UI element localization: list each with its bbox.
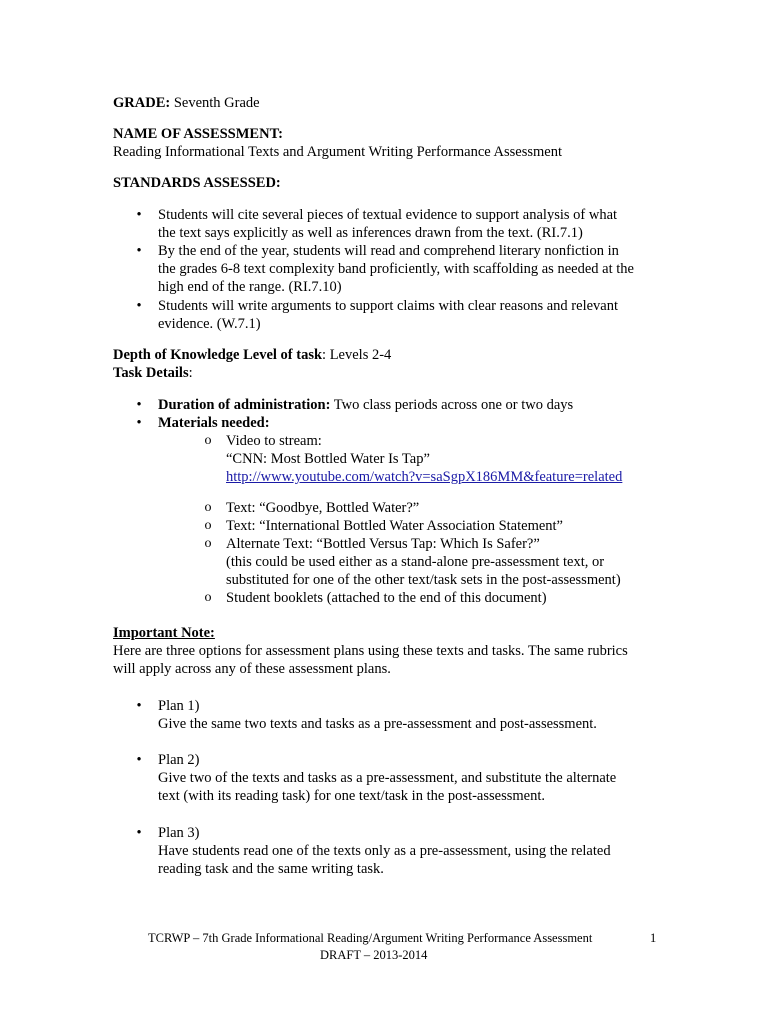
- plan-3-line-1: Have students read one of the texts only as a pre-assessment, using the related: [158, 843, 611, 859]
- grade-value: Seventh Grade: [170, 95, 260, 111]
- standards-label: STANDARDS ASSESSED:: [113, 175, 281, 191]
- plan-3-title: Plan 3): [158, 825, 200, 841]
- important-note-line-2: will apply across any of these assessment plans.: [113, 661, 391, 677]
- sub-bullet-icon: o: [204, 536, 212, 551]
- video-title: “CNN: Most Bottled Water Is Tap”: [226, 451, 430, 467]
- bullet-icon: •: [136, 825, 142, 841]
- dok-label: Depth of Knowledge Level of task: [113, 347, 323, 363]
- plan-1-line-1: Give the same two texts and tasks as a pre-assessment and post-assessment.: [158, 716, 597, 732]
- text-1: Text: “Goodbye, Bottled Water?”: [226, 500, 420, 516]
- bullet-icon: •: [136, 698, 142, 714]
- assessment-name-label: NAME OF ASSESSMENT:: [113, 126, 283, 142]
- bullet-icon: •: [136, 298, 142, 314]
- standard-2-line-2: the grades 6-8 text complexity band proficiently, with scaffolding as needed at the: [158, 261, 634, 277]
- plan-2-line-1: Give two of the texts and tasks as a pre-assessment, and substitute the alternate: [158, 770, 617, 786]
- materials-label: Materials needed:: [158, 415, 270, 431]
- sub-bullet-icon: o: [204, 590, 212, 605]
- alternate-text-note-1: (this could be used either as a stand-alone pre-assessment text, or: [226, 554, 605, 570]
- sub-bullet-icon: o: [204, 518, 212, 533]
- video-link[interactable]: http://www.youtube.com/watch?v=saSgpX186MM&feature=related: [226, 469, 623, 485]
- duration-line: [158, 396, 573, 414]
- bullet-icon: •: [136, 415, 142, 431]
- duration-label: Duration of administration:: [158, 397, 331, 413]
- standard-1-line-2: the text says explicitly as well as inferences drawn from the text. (RI.7.1): [158, 225, 583, 241]
- sub-bullet-icon: o: [204, 433, 212, 448]
- footer-title: TCRWP – 7th Grade Informational Reading/Argument Writing Performance Assessment: [148, 931, 593, 945]
- important-note-line-1: Here are three options for assessment plans using these texts and tasks. The same rubrics: [113, 643, 628, 659]
- standard-1-line-1: Students will cite several pieces of textual evidence to support analysis of what: [158, 207, 618, 223]
- bullet-icon: •: [136, 397, 142, 413]
- plan-1-title: Plan 1): [158, 698, 200, 714]
- standard-2-line-3: high end of the range. (RI.7.10): [158, 279, 342, 295]
- sub-bullet-icon: o: [204, 500, 212, 515]
- standard-3-line-1: Students will write arguments to support claims with clear reasons and relevant: [158, 298, 618, 314]
- dok-line: Depth of Knowledge Level of task: Levels 2-4: [113, 347, 392, 363]
- task-details-label: Task Details: [113, 365, 189, 381]
- bullet-icon: •: [136, 243, 142, 259]
- plan-2-title: Plan 2): [158, 752, 200, 768]
- standard-3-line-2: evidence. (W.7.1): [158, 316, 261, 332]
- dok-value: Levels 2-4: [326, 347, 392, 363]
- student-booklets: Student booklets (attached to the end of this document): [226, 590, 547, 606]
- bullet-icon: •: [136, 752, 142, 768]
- page-number: 1: [650, 931, 657, 945]
- footer-draft: DRAFT – 2013-2014: [320, 948, 428, 962]
- duration-value: Two class periods across one or two days: [330, 397, 574, 413]
- alternate-text-note-2: substituted for one of the other text/task sets in the post-assessment): [226, 572, 621, 588]
- video-label: Video to stream:: [226, 433, 322, 449]
- grade-label: GRADE:: [113, 95, 171, 111]
- grade-line: [113, 94, 260, 112]
- bullet-icon: •: [136, 207, 142, 223]
- task-details-line: Task Details:: [113, 365, 193, 381]
- important-note-label: Important Note:: [113, 625, 215, 641]
- text-2: Text: “International Bottled Water Association Statement”: [226, 518, 563, 534]
- plan-3-line-2: reading task and the same writing task.: [158, 861, 384, 877]
- assessment-name-value: Reading Informational Texts and Argument Writing Performance Assessment: [113, 144, 563, 160]
- alternate-text: Alternate Text: “Bottled Versus Tap: Which Is Safer?”: [226, 536, 540, 552]
- plan-2-line-2: text (with its reading task) for one text/task in the post-assessment.: [158, 788, 545, 804]
- standard-2-line-1: By the end of the year, students will read and comprehend literary nonfiction in: [158, 243, 619, 259]
